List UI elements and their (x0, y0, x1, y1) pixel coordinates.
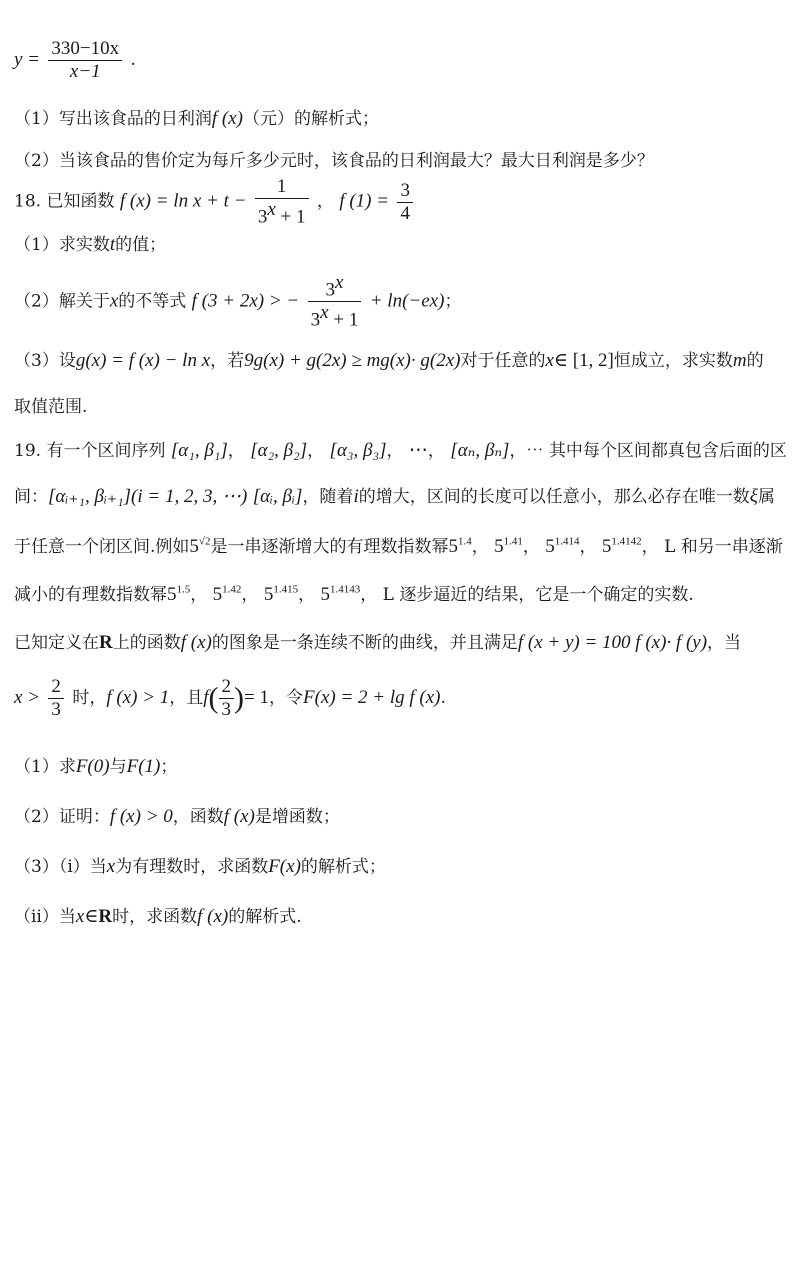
text: 与 (109, 757, 127, 777)
text: ，若 (210, 351, 245, 371)
base: 5 (545, 536, 555, 557)
text: ，⋯ 其中每个区间都真包含后面的区 (509, 441, 787, 461)
p19-q4 (14, 902, 786, 928)
fraction-numerator (308, 272, 362, 302)
math: f (x) (197, 906, 229, 927)
text: ， (386, 441, 404, 461)
fraction-numerator: 3 (397, 180, 413, 203)
exp: 1.5 (176, 583, 191, 596)
text: 的值； (115, 235, 167, 255)
base: 5 (448, 536, 458, 557)
p18-q3 (14, 346, 786, 372)
interval: [α₁, β₁] (170, 440, 228, 461)
fraction-23b (219, 676, 235, 721)
power (602, 536, 642, 557)
text: ， (307, 441, 325, 461)
p19-q3 (14, 852, 786, 878)
interval: [α₃, β₃] (329, 440, 387, 461)
power (545, 536, 579, 557)
text: （2）当该食品的售价定为每斤多少元时，该食品的日利润最大？最大日利润是多少？ (14, 151, 654, 171)
math: m (732, 350, 747, 371)
fraction-numerator: 2 (219, 676, 235, 699)
p17-q1 (14, 104, 786, 130)
text: ， (298, 585, 316, 605)
fraction-numerator: 2 (48, 676, 64, 699)
power (213, 584, 242, 605)
tail: + 1 (328, 309, 359, 331)
math: 9g(x) + g(2x) ≥ mg(x)· g(2x) (244, 350, 461, 371)
math: f (1) = (339, 190, 390, 212)
fraction-denominator: 3 (51, 699, 61, 720)
text: （元）的解析式； (242, 109, 379, 129)
text: 18. 已知函数 (14, 191, 115, 212)
power (320, 584, 360, 605)
math: x (75, 906, 85, 927)
p19-l4 (14, 580, 786, 606)
math: F(0) (75, 756, 110, 777)
text: 是增函数； (254, 807, 340, 827)
text: 恒成立，求实数 (613, 351, 733, 371)
text: L 逐步逼近的结果，它是一个确定的实数. (382, 585, 694, 605)
p19-l6 (14, 676, 786, 721)
p19-l2 (14, 482, 786, 508)
text: 19. 有一个区间序列 (14, 441, 166, 461)
math: t (109, 234, 116, 255)
p18-q1 (14, 230, 786, 256)
text: 取值范围. (14, 397, 88, 417)
text: 为有理数时，求函数 (115, 857, 269, 877)
text: ， (522, 537, 540, 557)
math: f (x) (223, 806, 255, 827)
math: x (106, 856, 116, 877)
fraction-numerator: 330−10x (48, 38, 122, 61)
text: （ii）当 (14, 907, 76, 927)
text: ， (579, 537, 597, 557)
text: 已知定义在 (14, 633, 99, 653)
exp: √2 (198, 535, 211, 548)
text: 时，求函数 (112, 907, 198, 927)
base: 3 (325, 279, 336, 301)
p19-l1 (14, 436, 786, 462)
fraction-denominator: 4 (400, 202, 410, 224)
text: ； (160, 757, 178, 777)
y-label: y = (14, 49, 41, 70)
math: x (545, 350, 554, 371)
math: + ln(−ex) (369, 290, 445, 312)
base: 5 (189, 536, 199, 557)
text: （1）写出该食品的日利润 (14, 109, 212, 129)
fraction-34 (397, 180, 413, 225)
text: . (440, 688, 446, 708)
math: f (3 + 2x) > − (191, 290, 300, 312)
text: 的图象是一条连续不断的曲线，并且满足 (211, 633, 518, 653)
text: （1）求实数 (14, 235, 110, 255)
p19-q1 (14, 752, 786, 778)
fraction-denominator (308, 302, 362, 331)
fraction-numerator: 1 (255, 176, 309, 199)
math: f (x) (180, 632, 212, 653)
fraction-18b (308, 272, 362, 332)
text: ； (444, 291, 462, 312)
fraction-denominator: x−1 (69, 61, 101, 82)
base: 3 (257, 206, 268, 228)
math-bold-R: R (98, 906, 113, 927)
text: L 和另一串逐渐 (664, 537, 783, 557)
text: 的解析式； (300, 857, 386, 877)
p17-q2 (14, 146, 786, 171)
text: ，且 (169, 688, 204, 708)
text: ，令 (269, 688, 304, 708)
exp: 1.42 (222, 583, 242, 596)
p19-l5 (14, 628, 786, 654)
base: 5 (167, 584, 177, 605)
interval: [αᵢ, βᵢ] (252, 486, 303, 507)
text: （2）解关于 (14, 291, 110, 312)
exp: x (267, 199, 276, 220)
math: = 1 (244, 687, 270, 708)
text: ， (641, 537, 659, 557)
fraction-18 (255, 176, 309, 228)
base: 5 (263, 584, 274, 605)
power (264, 584, 298, 605)
base: 5 (494, 536, 504, 557)
math: f (x) > 0 (109, 806, 173, 827)
formula-y (14, 38, 786, 83)
base: 3 (310, 309, 321, 331)
text: 上的函数 (112, 633, 181, 653)
fraction-denominator (255, 199, 309, 228)
text: 的 (746, 351, 764, 371)
math: ξ (749, 486, 758, 507)
text: 间： (14, 487, 48, 507)
interval: [αᵢ₊₁, βᵢ₊₁] (48, 486, 132, 507)
exp: 1.4143 (329, 583, 361, 596)
interval: [αₙ, βₙ] (450, 440, 510, 461)
exp: 1.4 (457, 535, 472, 548)
p18-head (14, 176, 786, 228)
p19-l3 (14, 532, 786, 558)
tail: + 1 (275, 206, 306, 228)
math: g(x) = f (x) − ln x (75, 350, 211, 371)
base: 5 (212, 584, 223, 605)
math: f (x + y) = 100 f (x)· f (y) (517, 632, 708, 653)
period: . (130, 50, 136, 70)
text: ， (190, 585, 208, 605)
text: （1）求 (14, 757, 76, 777)
text: ， (427, 441, 445, 461)
math: f (203, 687, 209, 708)
math: F(x) (268, 856, 301, 877)
text: （3）设 (14, 351, 76, 371)
power-sqrt2 (189, 536, 210, 557)
text: （3）（i）当 (14, 857, 107, 877)
text: 的解析式. (228, 907, 302, 927)
text: ，当 (707, 633, 742, 653)
math: F(1) (126, 756, 161, 777)
exp: 1.414 (554, 535, 580, 548)
power (167, 584, 190, 605)
dots: ⋯ (408, 440, 428, 461)
p19-q2 (14, 802, 786, 828)
math: f (x) > 1 (106, 687, 170, 708)
power (448, 536, 471, 557)
text: ，函数 (172, 807, 224, 827)
math: F(x) = 2 + lg f (x) (303, 687, 441, 708)
interval: [α₂, β₂] (250, 440, 308, 461)
text: 于任意一个闭区间.例如 (14, 537, 190, 557)
math: f (x) = ln x + t − (119, 190, 247, 212)
text: 时， (72, 688, 107, 708)
math-bold-R: R (99, 632, 113, 653)
text: ， (360, 585, 378, 605)
math: f (x) (211, 108, 243, 129)
text: 的不等式 (118, 291, 187, 312)
text: 减小的有理数指数幂 (14, 585, 167, 605)
text: ， (316, 191, 334, 212)
exp: 1.4142 (611, 535, 642, 548)
text: 的增大，区间的长度可以任意小，那么必存在唯一数 (358, 487, 750, 507)
math: ∈ (84, 906, 99, 927)
paren-left: ( (208, 681, 219, 715)
p18-q3-line2 (14, 392, 786, 417)
text: 属 (757, 487, 775, 507)
text: 是一串逐渐增大的有理数指数幂 (210, 537, 449, 557)
fraction-23 (48, 676, 64, 721)
text: ， (241, 585, 259, 605)
fraction-denominator: 3 (221, 699, 232, 720)
exp: x (335, 272, 344, 293)
exp: x (320, 302, 329, 324)
math: x (109, 290, 119, 312)
text: ， (227, 441, 245, 461)
base: 5 (320, 584, 330, 605)
text: ，随着 (302, 487, 354, 507)
text: 对于任意的 (460, 351, 546, 371)
base: 5 (601, 536, 612, 557)
text: ， (471, 537, 489, 557)
math: x > (14, 687, 41, 708)
exp: 1.41 (503, 535, 523, 548)
math: (i = 1, 2, 3, ⋯) (131, 486, 248, 507)
math: ∈ [1, 2] (553, 350, 614, 371)
text: （2）证明： (14, 807, 110, 827)
p18-q2 (14, 272, 786, 332)
exp: 1.415 (273, 583, 299, 596)
math: i (353, 486, 359, 507)
paren-right: ) (234, 681, 245, 715)
power (494, 536, 523, 557)
fraction-y (48, 38, 122, 83)
